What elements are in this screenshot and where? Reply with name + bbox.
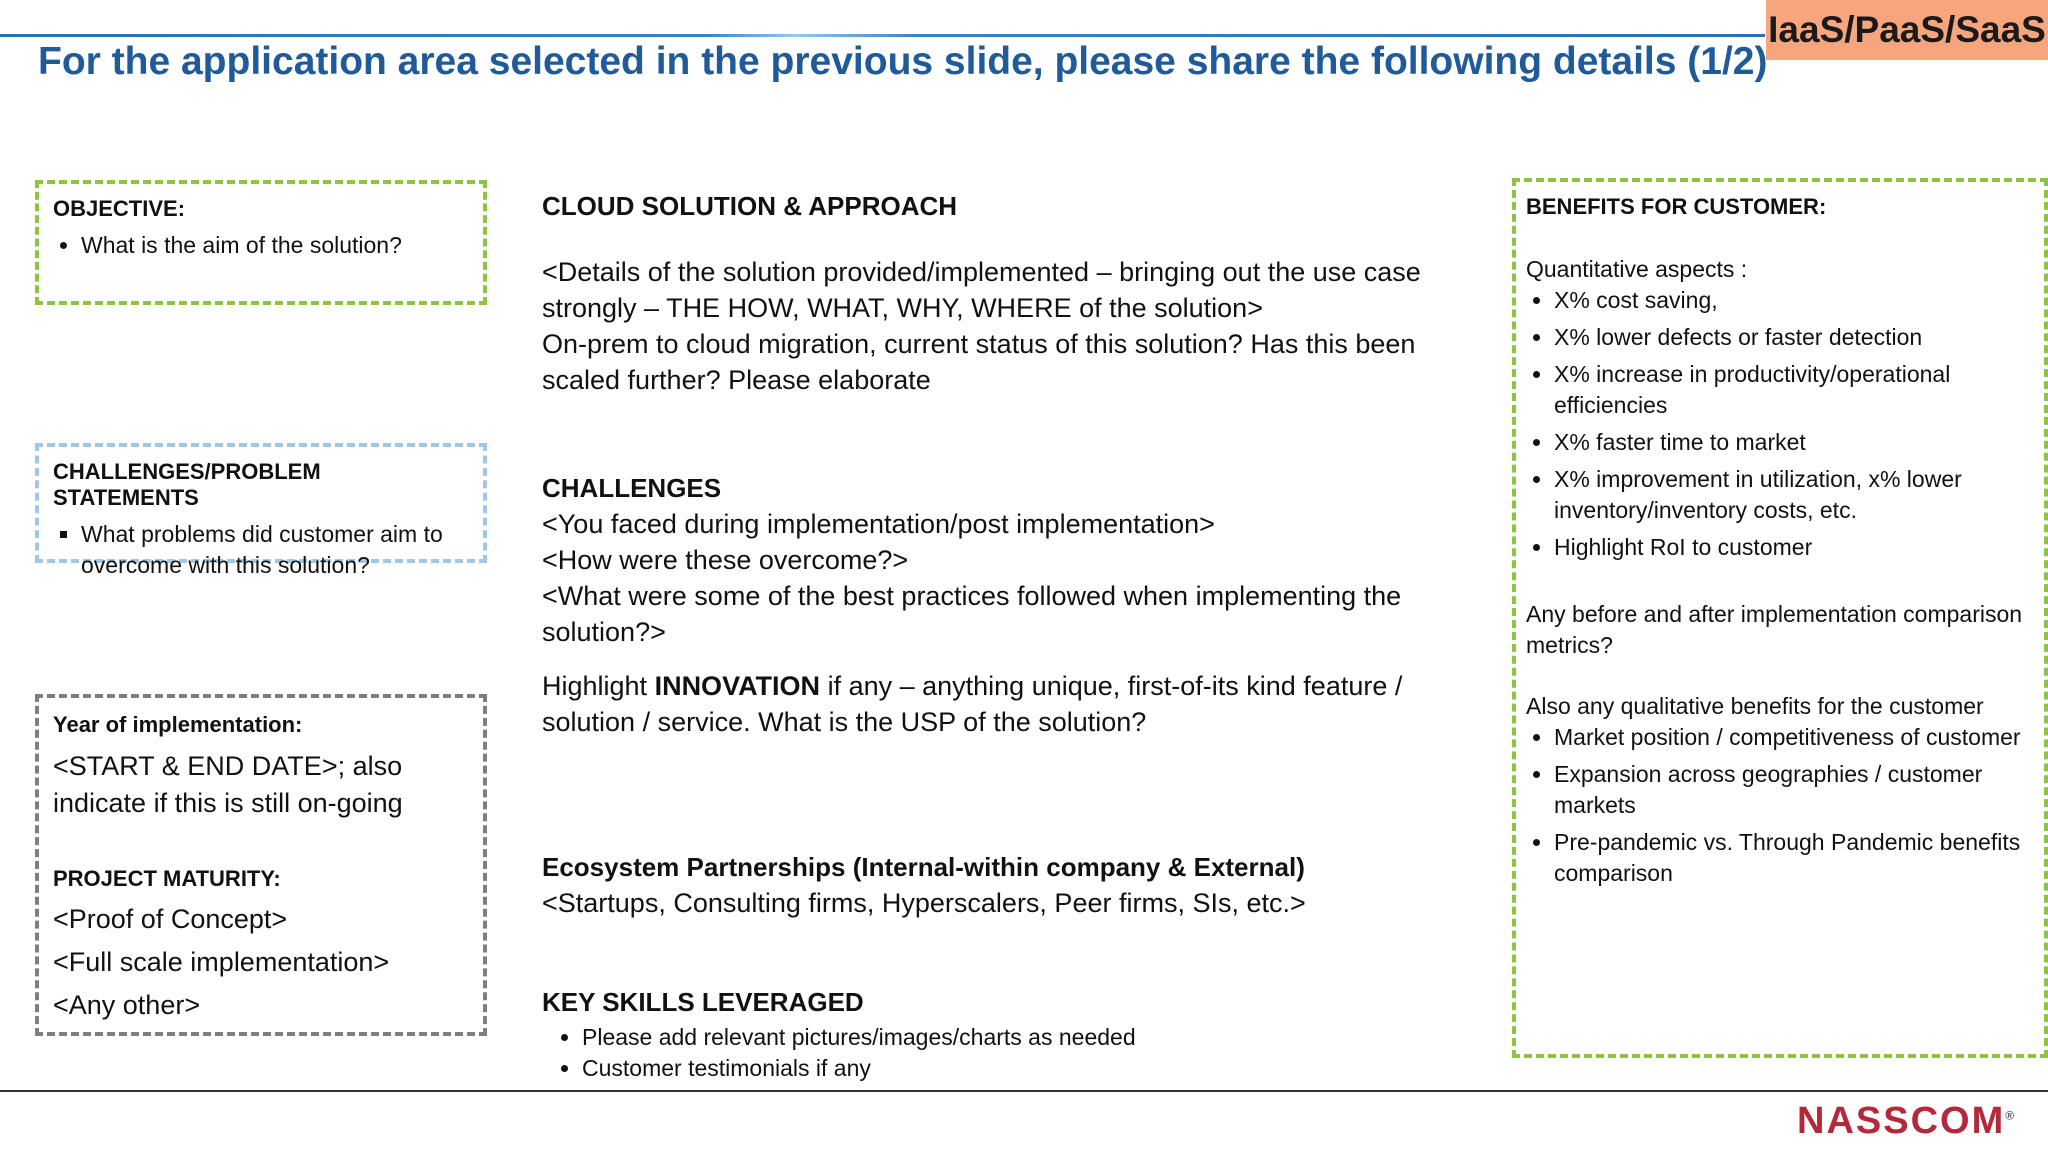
footer-rule [0, 1090, 2048, 1092]
list-item: • Highlight RoI to customer [1554, 532, 2034, 563]
logo-mark: ® [2005, 1108, 2017, 1123]
quant-label: Quantitative aspects : [1526, 256, 1748, 282]
list-item: • X% cost saving, [1554, 285, 2034, 316]
year-maturity-box [35, 694, 487, 1036]
skills-section [542, 984, 1472, 1084]
eco-heading: Ecosystem Partnerships (Internal-within company & External) [542, 852, 1305, 882]
innovation-prefix: Highlight [542, 671, 655, 701]
list-item: • X% increase in productivity/operational efficiencies [1554, 359, 2034, 421]
innovation-text [542, 668, 1472, 740]
list-item: • What is the aim of the solution? [81, 230, 469, 261]
objective-heading: OBJECTIVE: [53, 196, 186, 221]
challenges-line: <You faced during implementation/post implementation> [542, 509, 1215, 539]
cloud-solution-section [542, 188, 1472, 398]
challenges-line: <How were these overcome?> [542, 545, 909, 575]
challenges-section [542, 470, 1472, 740]
challenges-line: <What were some of the best practices followed when implementing the solution?> [542, 581, 1402, 647]
list-item: • Expansion across geographies / customer markets [1554, 759, 2034, 821]
list-item: • Please add relevant pictures/images/charts as needed [582, 1022, 1472, 1053]
cloud-heading: CLOUD SOLUTION & APPROACH [542, 191, 958, 221]
maturity-heading: PROJECT MATURITY: [53, 866, 281, 891]
eco-text: <Startups, Consulting firms, Hyperscalers, Peer firms, SIs, etc.> [542, 888, 1306, 918]
skills-heading: KEY SKILLS LEVERAGED [542, 987, 864, 1017]
year-heading: Year of implementation: [53, 712, 303, 737]
maturity-item: <Any other> [53, 990, 201, 1020]
list-item: ▪ What problems did customer aim to overcome with this solution? [81, 519, 469, 581]
challenges-heading: CHALLENGES [542, 473, 722, 503]
benefits-box [1512, 178, 2048, 1058]
list-item: • Market position / competitiveness of customer [1554, 722, 2034, 753]
maturity-item: <Full scale implementation> [53, 947, 390, 977]
objective-list [53, 230, 469, 261]
nasscom-logo [1797, 1100, 2016, 1143]
header-rule [0, 34, 1765, 37]
list-item: • Pre-pandemic vs. Through Pandemic benefits comparison [1554, 827, 2034, 889]
before-after-text: Any before and after implementation comparison metrics? [1526, 601, 2023, 658]
cloud-text-1: <Details of the solution provided/implemented – bringing out the use case strongly – THE HOW, WHAT, WHY, WHERE of the solution> [542, 257, 1421, 323]
list-item: • X% faster time to market [1554, 427, 2034, 458]
benefits-heading: BENEFITS FOR CUSTOMER: [1526, 194, 1827, 219]
qual-list [1526, 722, 2034, 889]
innovation-suffix: if any – anything unique, first-of-its kind feature / solution / service. What is the USP of the solution? [542, 671, 1403, 737]
challenges-box [35, 443, 487, 578]
quant-list [1526, 285, 2034, 563]
ecosystem-section [542, 849, 1472, 921]
logo-text: NASSCOM [1797, 1100, 2006, 1142]
cloud-text-2: On-prem to cloud migration, current status of this solution? Has this been scaled further? Please elaborate [542, 329, 1416, 395]
maturity-item: <Proof of Concept> [53, 904, 288, 934]
list-item: • X% improvement in utilization, x% lower inventory/inventory costs, etc. [1554, 464, 2034, 526]
list-item: • X% lower defects or faster detection [1554, 322, 2034, 353]
category-tag: IaaS/PaaS/SaaS [1766, 0, 2048, 60]
innovation-bold: INNOVATION [654, 671, 821, 701]
challenges-box-heading: CHALLENGES/PROBLEM STATEMENTS [53, 459, 321, 510]
objective-box [35, 180, 487, 305]
slide-title: For the application area selected in the previous slide, please share the following details (1/2) [38, 40, 1768, 83]
skills-list [542, 1022, 1472, 1084]
year-text: <START & END DATE>; also indicate if this is still on-going [53, 751, 403, 818]
list-item: • Customer testimonials if any [582, 1053, 1472, 1084]
qual-label: Also any qualitative benefits for the customer [1526, 693, 1984, 719]
challenges-box-list [53, 519, 469, 581]
